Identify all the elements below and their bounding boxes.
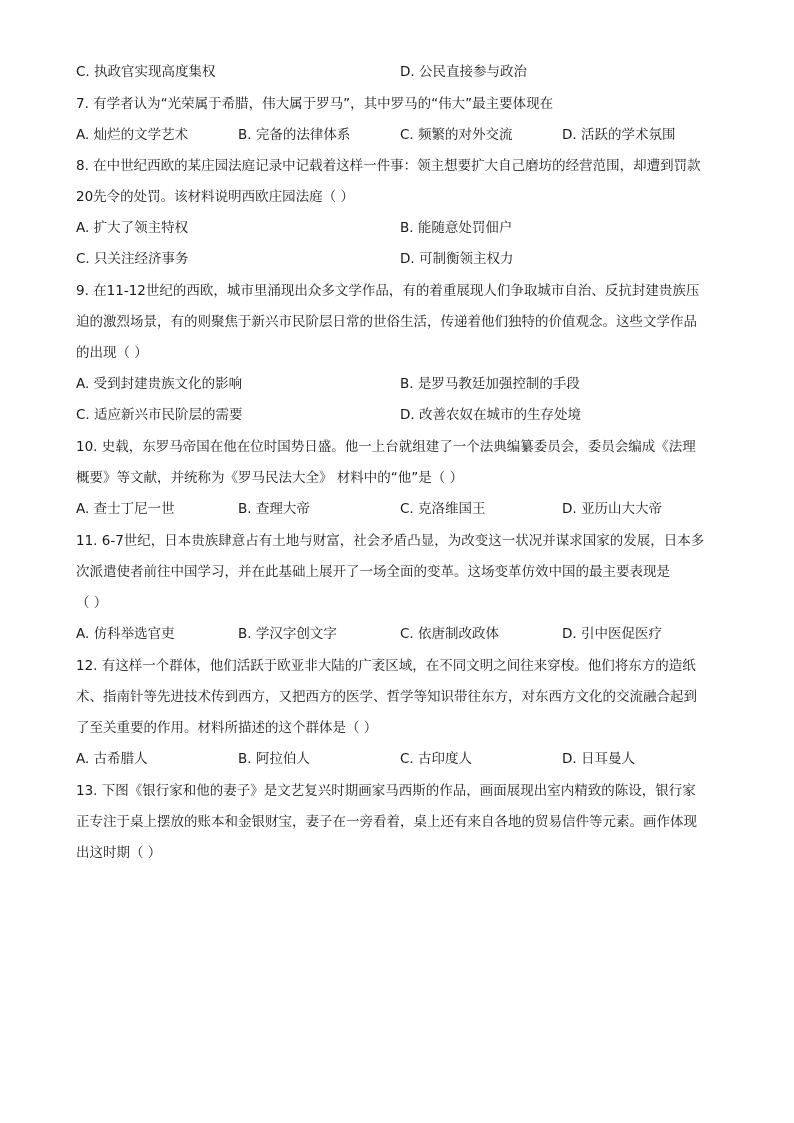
- q8-option-d: D. 可制衡领主权力: [400, 251, 514, 267]
- q7-stem: 7. 有学者认为“光荣属于希腊，伟大属于罗马”，其中罗马的“伟大”最主要体现在: [76, 96, 554, 112]
- q10-option-c: C. 克洛维国王: [400, 501, 486, 517]
- q12-stem-line-1: 12. 有这样一个群体，他们活跃于欧亚非大陆的广袤区域，在不同文明之间往来穿梭。他们将东方的造纸: [76, 658, 696, 674]
- q11-stem-line-1: 11. 6-7世纪，日本贵族肆意占有土地与财富，社会矛盾凸显，为改变这一状况并谋求国家的发展，日本多: [76, 533, 705, 549]
- q7-option-a: A. 灿烂的文学艺术: [76, 127, 189, 143]
- q12-option-a: A. 古希腊人: [76, 751, 148, 767]
- q11-option-a: A. 仿科举选官吏: [76, 626, 175, 642]
- q11-option-d: D. 引中医促医疗: [562, 626, 662, 642]
- q11-option-b: B. 学汉字创文字: [238, 626, 337, 642]
- q9-option-c: C. 适应新兴市民阶层的需要: [76, 407, 243, 423]
- q12-option-c: C. 古印度人: [400, 751, 473, 767]
- q9-option-d: D. 改善农奴在城市的生存处境: [400, 407, 581, 423]
- q12-option-d: D. 日耳曼人: [562, 751, 635, 767]
- q11-option-c: C. 依唐制改政体: [400, 626, 500, 642]
- q7-option-d: D. 活跃的学术氛围: [562, 127, 676, 143]
- q13-stem-line-1: 13. 下图《银行家和他的妻子》是文艺复兴时期画家马西斯的作品，画面展现出室内精致的陈设，银行家: [76, 783, 696, 799]
- q12-stem-line-2: 术、指南针等先进技术传到西方，又把西方的医学、哲学等知识带往东方，对东西方文化的交流融合起到: [76, 689, 697, 705]
- q6-option-c: C. 执政官实现高度集权: [76, 64, 216, 80]
- q8-option-c: C. 只关注经济事务: [76, 251, 189, 267]
- q13-stem-line-3: 出这时期（ ）: [76, 845, 162, 861]
- q10-option-a: A. 查士丁尼一世: [76, 501, 175, 517]
- q12-stem-line-3: 了至关重要的作用。材料所描述的这个群体是（ ）: [76, 720, 378, 736]
- q8-stem-line-2: 20先令的处罚。该材料说明西欧庄园法庭（ ）: [76, 189, 354, 205]
- q11-stem-line-3: （ ）: [76, 595, 108, 611]
- q9-stem-line-1: 9. 在11-12世纪的西欧，城市里涌现出众多文学作品，有的着重展现人们争取城市自治、反抗封建贵族压: [76, 283, 700, 299]
- q9-option-b: B. 是罗马教廷加强控制的手段: [400, 376, 580, 392]
- q10-option-b: B. 查理大帝: [238, 501, 310, 517]
- q11-stem-line-2: 次派遣使者前往中国学习，并在此基础上展开了一场全面的变革。这场变革仿效中国的最主要表现是: [76, 564, 670, 580]
- q10-stem-line-1: 10. 史载，东罗马帝国在他在位时国势日盛。他一上台就组建了一个法典编纂委员会，委员会编成《法理: [76, 439, 696, 455]
- q7-option-b: B. 完备的法律体系: [238, 127, 351, 143]
- q9-stem-line-2: 迫的激烈场景，有的则聚焦于新兴市民阶层日常的世俗生活，传递着他们独特的价值观念。这些文学作品: [76, 314, 697, 330]
- q6-option-d: D. 公民直接参与政治: [400, 64, 527, 80]
- q10-stem-line-2: 概要》等文献，并统称为《罗马民法大全》 材料中的“他”是（ ）: [76, 470, 464, 486]
- q9-stem-line-3: 的出现（ ）: [76, 345, 148, 361]
- q8-stem-line-1: 8. 在中世纪西欧的某庄园法庭记录中记载着这样一件事：领主想要扩大自己磨坊的经营范围，却遭到罚款: [76, 158, 701, 174]
- q12-option-b: B. 阿拉伯人: [238, 751, 310, 767]
- q13-stem-line-2: 正专注于桌上摆放的账本和金银财宝，妻子在一旁看着，桌上还有来自各地的贸易信件等元素。画作体现: [76, 814, 697, 830]
- q10-option-d: D. 亚历山大大帝: [562, 501, 662, 517]
- q9-option-a: A. 受到封建贵族文化的影响: [76, 376, 243, 392]
- q8-option-b: B. 能随意处罚佃户: [400, 220, 513, 236]
- q7-option-c: C. 频繁的对外交流: [400, 127, 513, 143]
- q8-option-a: A. 扩大了领主特权: [76, 220, 189, 236]
